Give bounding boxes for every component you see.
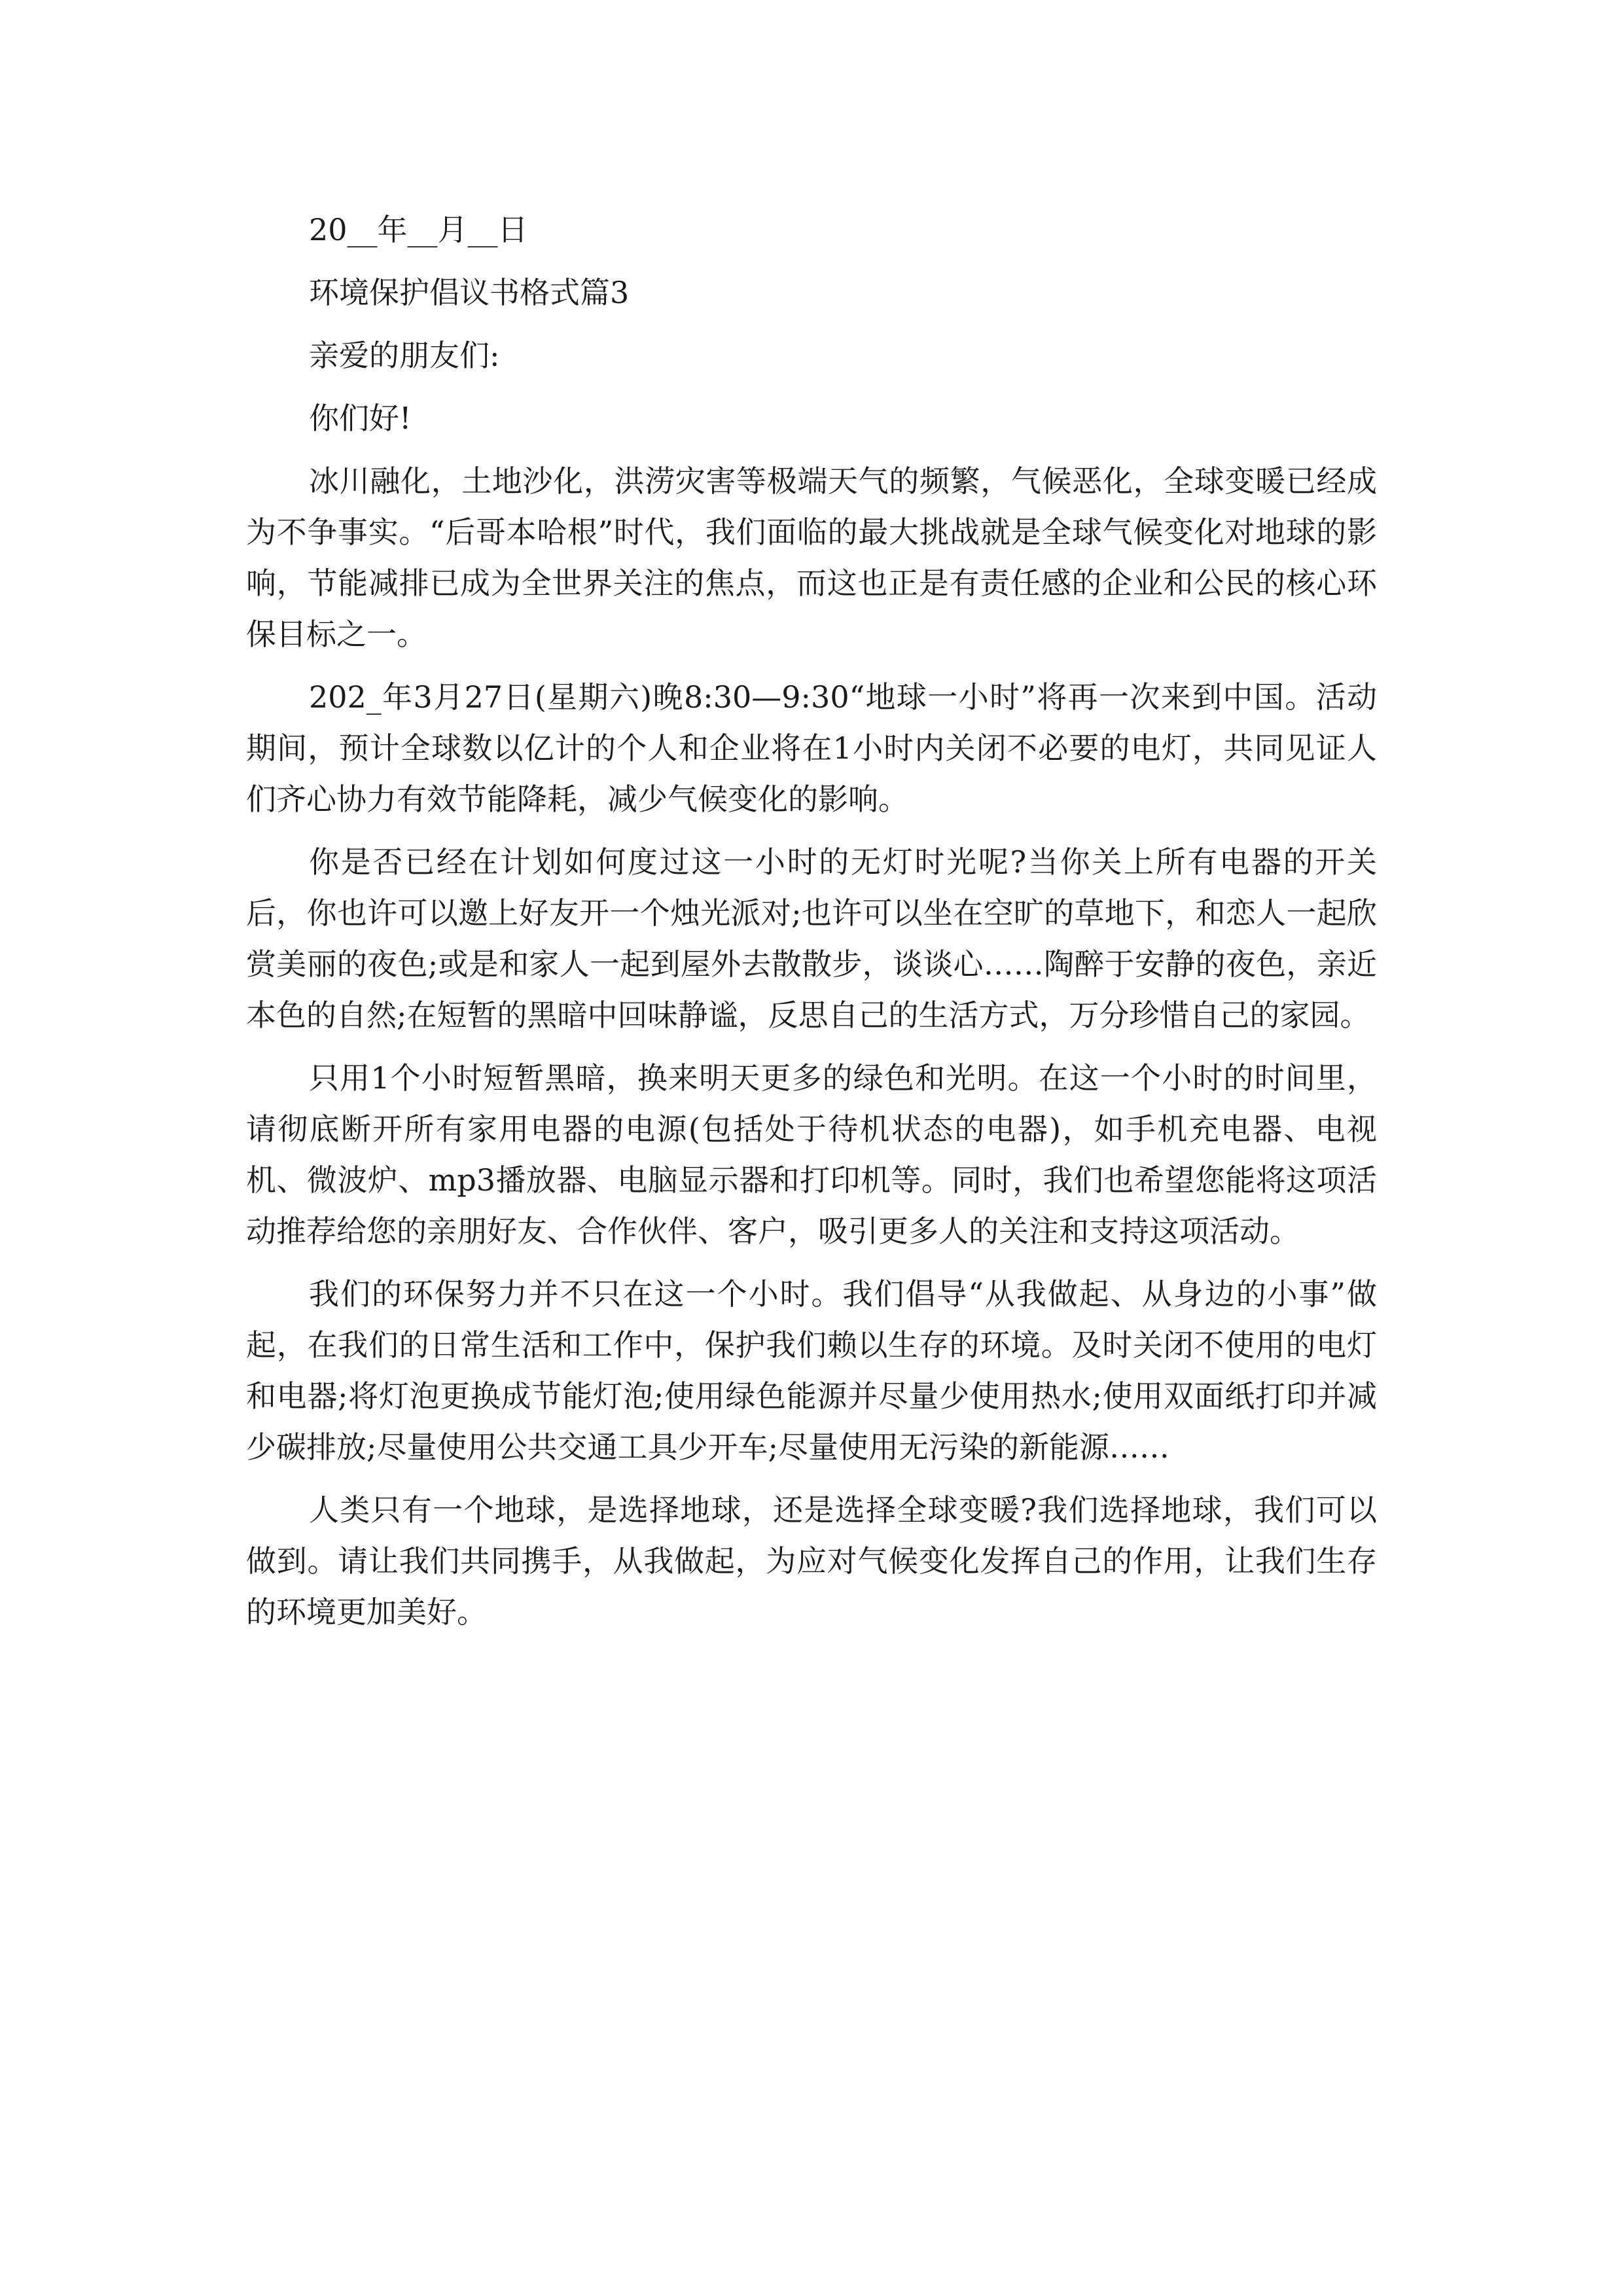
paragraph: 你是否已经在计划如何度过这一小时的无灯时光呢?当你关上所有电器的开关后，你也许可以邀上好友开一个烛光派对;也许可以坐在空旷的草地下，和恋人一起欣赏美丽的夜色;或是和家人一起到屋外去散散步，谈谈心……陶醉于安静的夜色，亲近本色的自然;在短暂的黑暗中回味静谧，反思自己的生活方式，万分珍惜自己的家园。: [246, 844, 1377, 1033]
paragraph: 只用1个小时短暂黑暗，换来明天更多的绿色和光明。在这一个小时的时间里，请彻底断开所有家用电器的电源(包括处于待机状态的电器)，如手机充电器、电视机、微波炉、mp3播放器、电脑显示器和打印机等。同时，我们也希望您能将这项活动推荐给您的亲朋好友、合作伙伴、客户，吸引更多人的关注和支持这项活动。: [246, 1060, 1377, 1249]
paragraph: 人类只有一个地球，是选择地球，还是选择全球变暖?我们选择地球，我们可以做到。请让我们共同携手，从我做起，为应对气候变化发挥自己的作用，让我们生存的环境更加美好。: [246, 1492, 1377, 1630]
paragraph: 冰川融化，土地沙化，洪涝灾害等极端天气的频繁，气候恶化，全球变暖已经成为不争事实。“后哥本哈根”时代，我们面临的最大挑战就是全球气候变化对地球的影响，节能减排已成为全世界关注的焦点，而这也正是有责任感的企业和公民的核心环保目标之一。: [246, 463, 1377, 652]
document-body: [246, 204, 1377, 1649]
section-title: 环境保护倡议书格式篇3: [309, 275, 630, 310]
salutation: 亲爱的朋友们:: [309, 338, 500, 373]
paragraph: 202_年3月27日(星期六)晚8:30—9:30“地球一小时”将再一次来到中国。活动期间，预计全球数以亿计的个人和企业将在1小时内关闭不必要的电灯，共同见证人们齐心协力有效节能降耗，减少气候变化的影响。: [246, 679, 1377, 817]
greeting: 你们好!: [309, 401, 412, 436]
date-line: 20__年__月__日: [309, 212, 528, 247]
paragraph: 我们的环保努力并不只在这一个小时。我们倡导“从我做起、从身边的小事”做起，在我们的日常生活和工作中，保护我们赖以生存的环境。及时关闭不使用的电灯和电器;将灯泡更换成节能灯泡;使用绿色能源并尽量少使用热水;使用双面纸打印并减少碳排放;尽量使用公共交通工具少开车;尽量使用无污染的新能源……: [246, 1276, 1377, 1465]
